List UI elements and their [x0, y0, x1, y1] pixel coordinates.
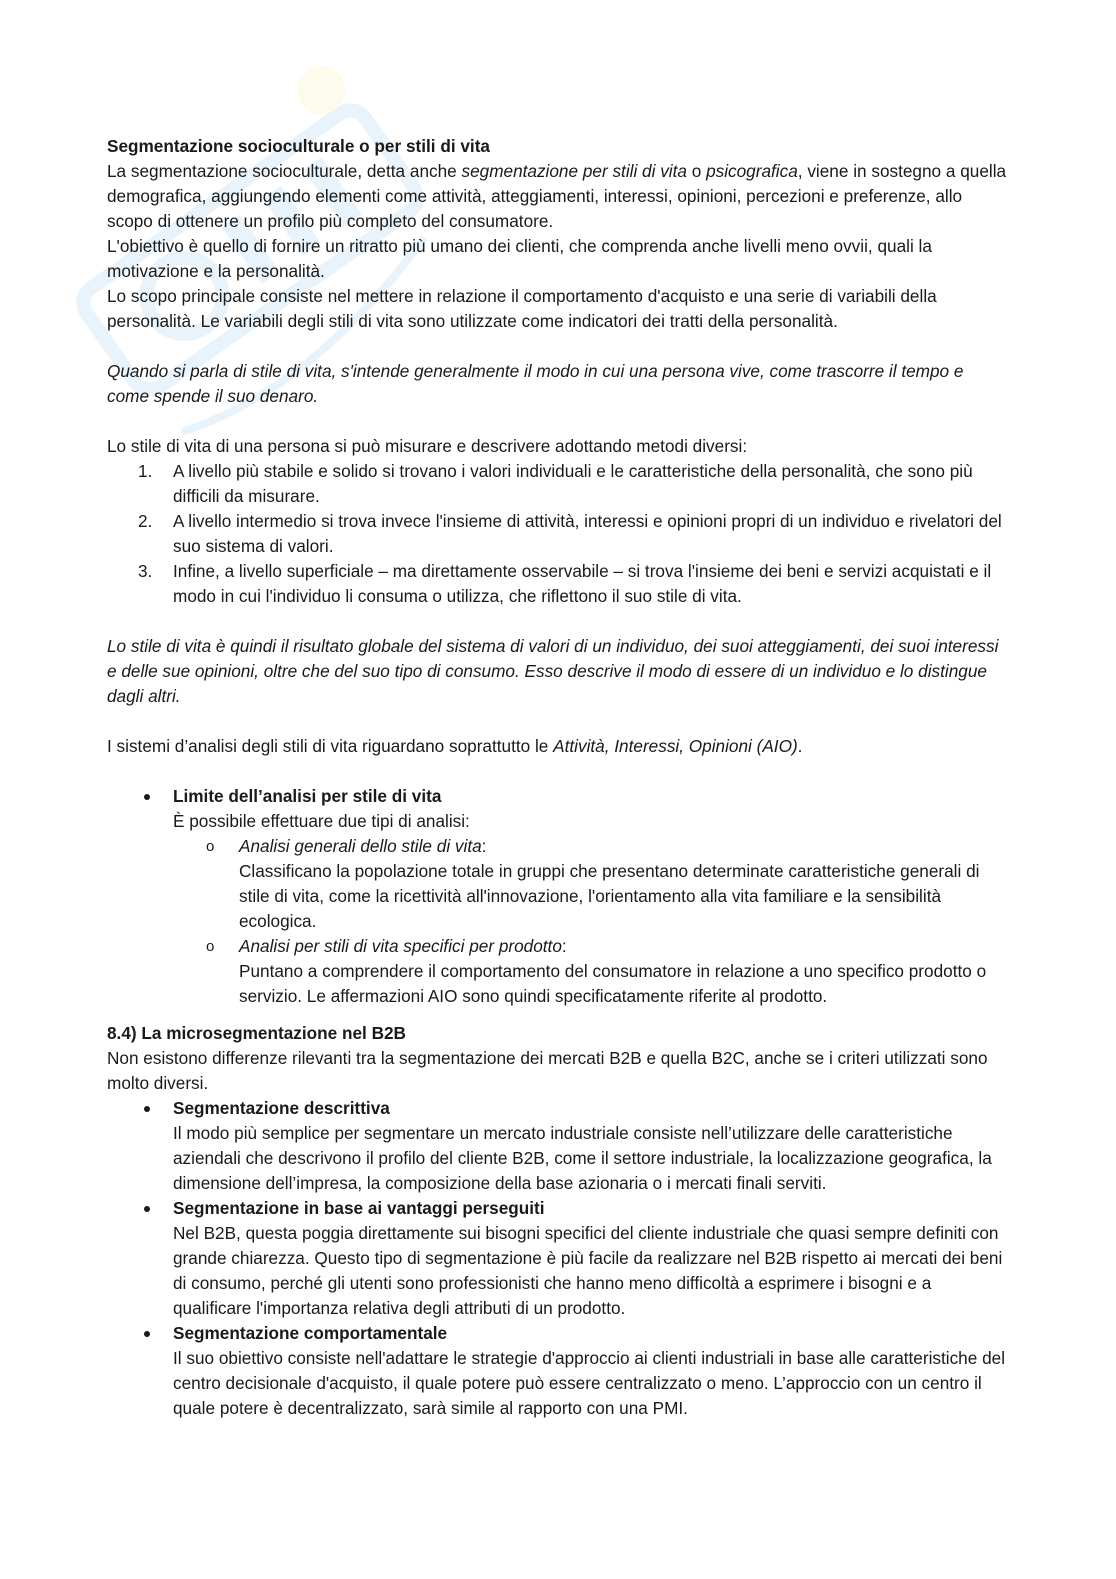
list-item	[107, 1096, 1007, 1196]
circle-bullet-icon: o	[206, 938, 215, 955]
bullet-icon	[144, 1206, 150, 1212]
list-number: 2.	[138, 511, 153, 531]
paragraph-purpose: Lo scopo principale consiste nel mettere in relazione il comportamento d'acquisto e una serie di variabili della personalità. Le variabili degli stili di vita sono utilizzate come indicatori dei tratti della personalità.	[107, 286, 937, 331]
list-number: 3.	[138, 561, 153, 581]
levels-list	[107, 459, 1007, 609]
sub-item-text: Classificano la popolazione totale in gruppi che presentano determinate caratteristiche generali di stile di vita, come la ricettività all'innovazione, l'orientamento alla vita familiare e la sensibilità ecologica.	[239, 861, 980, 931]
paragraph-aio	[107, 734, 1007, 759]
list-item	[107, 459, 1007, 509]
list-item	[107, 1196, 1007, 1321]
text-run: I sistemi d’analisi degli stili di vita riguardano soprattutto le	[107, 736, 554, 756]
sub-list-item	[173, 934, 1007, 1009]
text-run: .	[797, 736, 803, 756]
list-item-text: È possibile effettuare due tipi di analisi:	[173, 811, 470, 831]
section-title-socioculturale: Segmentazione socioculturale o per stili di vita	[107, 136, 490, 156]
sub-item-title: Analisi per stili di vita specifici per prodotto	[239, 936, 562, 956]
list-item-title: Segmentazione descrittiva	[173, 1098, 390, 1118]
list-item-text: Nel B2B, questa poggia direttamente sui bisogni specifici del cliente industriale che quasi sempre definiti con grande chiarezza. Questo tipo di segmentazione è più facile da realizzare nel B2B rispetto ai mercati dei beni di consumo, perché gli utenti sono professionisti che hanno meno difficoltà a esprimere i bisogni e a qualificare l'importanza relativa degli attributi di un prodotto.	[173, 1223, 1003, 1318]
sub-item-title: Analisi generali dello stile di vita	[239, 836, 482, 856]
italic-term: psicografica	[706, 161, 798, 181]
limit-list	[107, 784, 1007, 1009]
circle-bullet-icon: o	[206, 838, 215, 855]
quote-lifestyle: Quando si parla di stile di vita, s'intende generalmente il modo in cui una persona vive, come trascorre il tempo e come spende il suo denaro.	[107, 361, 964, 406]
text-run: La segmentazione socioculturale, detta anche	[107, 161, 462, 181]
text-run: o	[686, 161, 707, 181]
list-item-text: A livello più stabile e solido si trovano i valori individuali e le caratteristiche della personalità, che sono più difficili da misurare.	[173, 461, 973, 506]
document-page	[107, 134, 1007, 1421]
list-item	[107, 784, 1007, 1009]
list-item-title: Segmentazione comportamentale	[173, 1323, 448, 1343]
paragraph-b2b-intro: Non esistono differenze rilevanti tra la segmentazione dei mercati B2B e quella B2C, anche se i criteri utilizzati sono molto diversi.	[107, 1048, 988, 1093]
text-run: , viene in sostegno a quella demografica, aggiungendo elementi come attività, atteggiamenti, interessi, opinioni, percezioni e preferenze, allo scopo di ottenere un profilo più completo del consumatore.	[107, 161, 1007, 231]
list-item-text: A livello intermedio si trova invece l'insieme di attività, interessi e opinioni propri di un individuo e rivelatori del suo sistema di valori.	[173, 511, 1002, 556]
sub-list-item	[173, 834, 1007, 934]
list-item-title: Segmentazione in base ai vantaggi perseguiti	[173, 1198, 545, 1218]
list-item-title: Limite dell’analisi per stile di vita	[173, 786, 442, 806]
b2b-list	[107, 1096, 1007, 1421]
section-title-b2b: 8.4) La microsegmentazione nel B2B	[107, 1023, 406, 1043]
sub-item-text: Puntano a comprendere il comportamento del consumatore in relazione a uno specifico prodotto o servizio. Le affermazioni AIO sono quindi specificatamente riferite al prodotto.	[239, 961, 987, 1006]
sub-list	[173, 834, 1007, 1009]
paragraph-list-intro: Lo stile di vita di una persona si può misurare e descrivere adottando metodi diversi:	[107, 436, 748, 456]
italic-term: Attività, Interessi, Opinioni (AIO)	[553, 736, 798, 756]
list-number: 1.	[138, 461, 153, 481]
text-run: :	[481, 836, 487, 856]
list-item-text: Infine, a livello superficiale – ma direttamente osservabile – si trova l'insieme dei beni e servizi acquistati e il modo in cui l'individuo li consuma o utilizza, che riflettono il suo stile di vita.	[173, 561, 992, 606]
text-run: :	[561, 936, 567, 956]
list-item	[107, 559, 1007, 609]
paragraph-definition	[107, 159, 1007, 234]
quote-lifestyle-summary: Lo stile di vita è quindi il risultato globale del sistema di valori di un individuo, dei suoi atteggiamenti, dei suoi interessi e delle sue opinioni, oltre che del suo tipo di consumo. Esso descrive il modo di essere di un individuo e lo distingue dagli altri.	[107, 636, 999, 706]
bullet-icon	[144, 1331, 150, 1337]
paragraph-objective: L'obiettivo è quello di fornire un ritratto più umano dei clienti, che comprenda anche livelli meno ovvii, quali la motivazione e la personalità.	[107, 236, 932, 281]
bullet-icon	[144, 1106, 150, 1112]
list-item-text: Il modo più semplice per segmentare un mercato industriale consiste nell’utilizzare delle caratteristiche aziendali che descrivono il profilo del cliente B2B, come il settore industriale, la localizzazione geografica, la dimensione dell’impresa, la composizione della base azionaria o i mercati finali serviti.	[173, 1123, 992, 1193]
list-item	[107, 1321, 1007, 1421]
italic-term: segmentazione per stili di vita	[461, 161, 687, 181]
list-item	[107, 509, 1007, 559]
list-item-text: Il suo obiettivo consiste nell'adattare le strategie d'approccio ai clienti industriali in base alle caratteristiche del centro decisionale d'acquisto, il quale potere può essere centralizzato o meno. L’approccio con un centro il quale potere è decentralizzato, sarà simile al rapporto con una PMI.	[173, 1348, 1006, 1418]
bullet-icon	[144, 794, 150, 800]
